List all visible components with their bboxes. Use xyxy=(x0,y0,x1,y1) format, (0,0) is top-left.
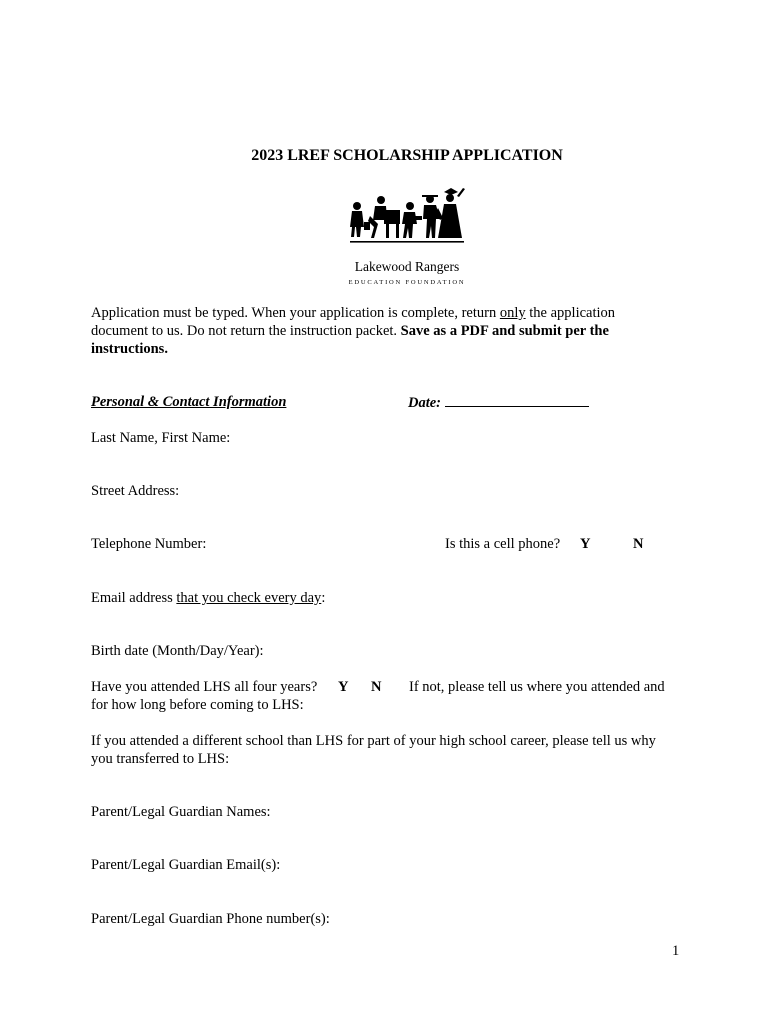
cell-yes-option[interactable]: Y xyxy=(580,536,591,552)
logo-name: Lakewood Rangers xyxy=(354,259,460,274)
guardian-emails-label: Parent/Legal Guardian Email(s): xyxy=(91,857,281,873)
telephone-label: Telephone Number: xyxy=(91,536,207,552)
logo-subtitle: EDUCATION FOUNDATION xyxy=(348,279,466,286)
instructions-paragraph xyxy=(91,304,643,358)
transfer-question: If you attended a different school than LHS for part of your high school career, please tell us why you transferred to LHS: xyxy=(91,733,656,767)
email-label-text: Email address xyxy=(91,590,177,606)
guardian-phones-label: Parent/Legal Guardian Phone number(s): xyxy=(91,911,330,927)
instructions-submit-note: Save as a PDF and submit per the instructions. xyxy=(91,323,609,357)
name-label: Last Name, First Name: xyxy=(91,430,231,446)
section-heading: Personal & Contact Information xyxy=(91,394,287,410)
instructions-text-2: the application document to us. Do not return the instruction packet. xyxy=(91,305,616,339)
cell-phone-question: Is this a cell phone? xyxy=(445,536,561,552)
attended-yes-option[interactable]: Y xyxy=(338,679,349,695)
date-label: Date: xyxy=(408,395,442,411)
attended-follow-up: If not, please tell us where you attended and for how long before coming to LHS: xyxy=(91,679,665,713)
page-title: 2023 LREF SCHOLARSHIP APPLICATION xyxy=(251,147,563,164)
page-number: 1 xyxy=(672,943,680,959)
date-field[interactable] xyxy=(445,393,589,407)
guardian-names-label: Parent/Legal Guardian Names: xyxy=(91,804,271,820)
instructions-text: Application must be typed. When your application is complete, return xyxy=(91,305,500,321)
street-address-label: Street Address: xyxy=(91,483,180,499)
attended-no-option[interactable]: N xyxy=(371,679,382,695)
attended-question: Have you attended LHS all four years? xyxy=(91,679,318,695)
date-row xyxy=(408,393,589,412)
email-label xyxy=(91,589,325,607)
email-label-emphasis: that you check every day xyxy=(176,590,322,606)
birth-date-label: Birth date (Month/Day/Year): xyxy=(91,643,264,659)
instructions-only-emphasis: only xyxy=(499,305,526,321)
cell-no-option[interactable]: N xyxy=(633,536,644,552)
email-label-colon: : xyxy=(321,590,326,606)
